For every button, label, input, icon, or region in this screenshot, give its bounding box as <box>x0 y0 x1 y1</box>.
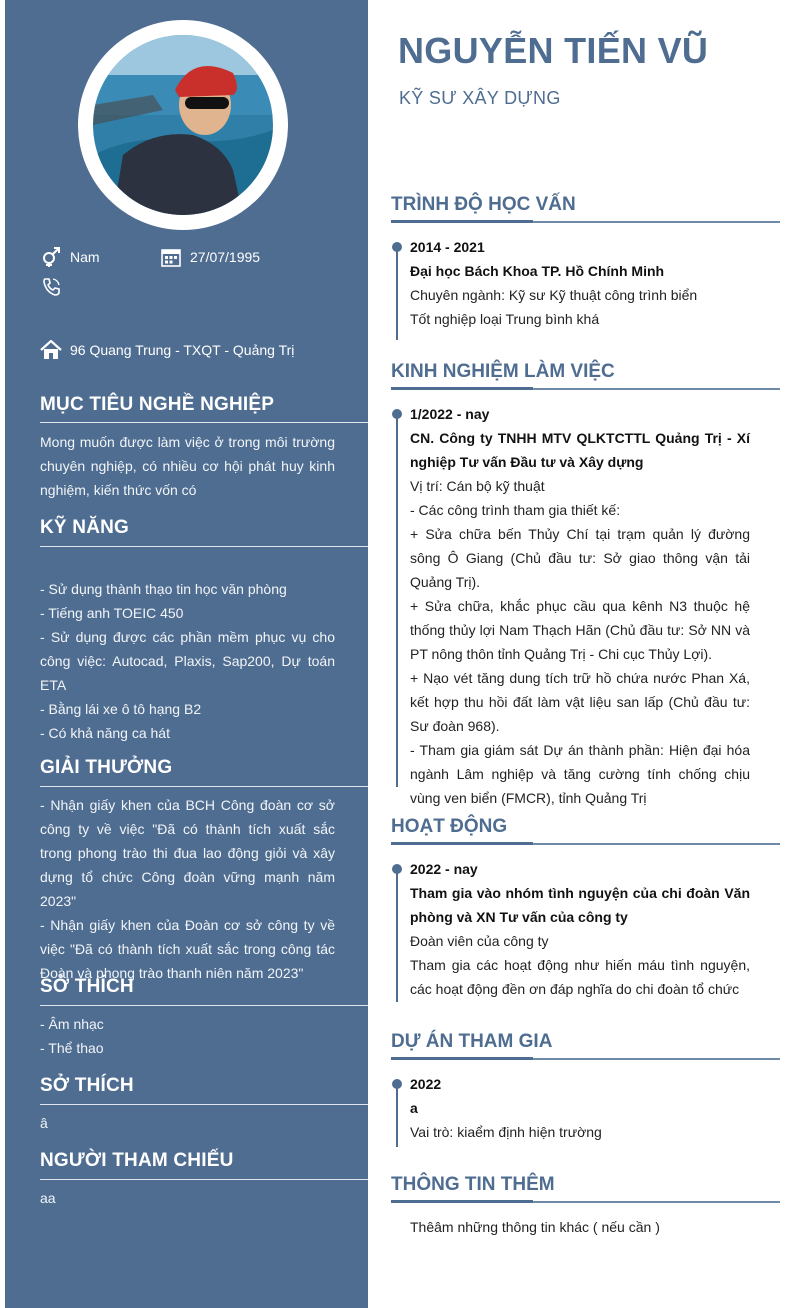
skill-item: - Có khả năng ca hát <box>40 725 170 741</box>
extra-text: Thêâm những thông tin khác ( nếu cần ) <box>410 1219 660 1235</box>
hobby-item: - Âm nhạc <box>40 1016 104 1032</box>
experience-line: Vị trí: Cán bộ kỹ thuật <box>410 478 545 494</box>
avatar-frame <box>78 20 288 230</box>
experience-line: + Nạo vét tăng dung tích trữ hồ chứa nước Phan Xá, kết hợp thu hồi đất làm vật liệu san lấp (Chủ đầu tư: Sư đoàn 968). <box>410 670 750 734</box>
activities-line: Tham gia các hoạt động như hiến máu tình nguyện, các hoạt động đền ơn đáp nghĩa do chi đoàn tổ chức <box>410 957 750 997</box>
education-entry <box>410 235 750 331</box>
education-school: Đại học Bách Khoa TP. Hồ Chính Minh <box>410 263 665 279</box>
projects-entry <box>410 1072 750 1144</box>
projects-heading: DỰ ÁN THAM GIA <box>391 1031 553 1052</box>
hobby-item: - Thể thao <box>40 1040 104 1056</box>
hobbies2-text: â <box>40 1115 48 1131</box>
experience-line: + Sửa chữa bến Thủy Chí tại trạm quản lý đường sông Ô Giang (Chủ đầu tư: Sở giao thông vận tải Quảng Trị). <box>410 526 750 590</box>
experience-line: + Sửa chữa, khắc phục cầu qua kênh N3 thuộc hệ thống thủy lợi Nam Thạch Hãn (Chủ đầu tư: Sở NN và PT nông thôn tỉnh Quảng Trị - Chi cục Thủy Lợi). <box>410 598 750 662</box>
awards-heading: GIẢI THƯỞNG <box>40 757 173 778</box>
birthday-value: 27/07/1995 <box>190 249 261 265</box>
timeline-line <box>396 250 398 340</box>
hobbies-divider <box>40 1005 368 1006</box>
skill-item: - Sử dụng được các phần mềm phục vụ cho công việc: Autocad, Plaxis, Sap200, Dự toán ETA <box>40 629 335 693</box>
activities-entry <box>410 857 750 1001</box>
phone-row <box>40 276 70 298</box>
phone-icon <box>40 276 62 298</box>
hobbies-heading: SỞ THÍCH <box>40 976 134 997</box>
education-line: Chuyên ngành: Kỹ sư Kỹ thuật công trình biển <box>410 287 698 303</box>
experience-line: - Các công trình tham gia thiết kế: <box>410 502 621 518</box>
experience-divider <box>391 388 780 390</box>
education-line: Tốt nghiệp loại Trung bình khá <box>410 311 600 327</box>
references-heading: NGƯỜI THAM CHIẾU <box>40 1150 234 1171</box>
experience-period: 1/2022 - nay <box>410 406 490 422</box>
experience-line: - Tham gia giám sát Dự án thành phần: Hiện đại hóa ngành Lâm nghiệp và tăng cường tính chống chịu vùng ven biển (FMCR), tỉnh Quảng Trị <box>410 742 750 806</box>
gender-row <box>40 246 100 268</box>
objective-text: Mong muốn được làm việc ở trong môi trường chuyên nghiệp, có nhiều cơ hội phát huy kinh nghiệm, kiến thức vốn có <box>40 434 335 498</box>
hobbies-list <box>40 1012 335 1060</box>
projects-role: Vai trò: kiaểm định hiện trường <box>410 1124 602 1140</box>
experience-heading: KINH NGHIỆM LÀM VIỆC <box>391 361 615 382</box>
activities-period: 2022 - nay <box>410 861 478 877</box>
references-divider <box>40 1179 368 1180</box>
calendar-icon <box>160 246 182 268</box>
experience-company: CN. Công ty TNHH MTV QLKTCTTL Quảng Trị - Xí nghiệp Tư vấn Đầu tư và Xây dựng <box>410 430 750 470</box>
timeline-line <box>396 1087 398 1147</box>
avatar-photo <box>93 35 273 215</box>
skills-divider <box>40 546 368 547</box>
activities-org: Tham gia vào nhóm tình nguyện của chi đoàn Văn phòng và XN Tư vấn của công ty <box>410 885 750 925</box>
gender-value: Nam <box>70 249 100 265</box>
projects-divider <box>391 1058 780 1060</box>
timeline-line <box>396 872 398 1002</box>
hobbies2-divider <box>40 1104 368 1105</box>
objective-divider <box>40 422 368 423</box>
full-name: NGUYỄN TIẾN VŨ <box>398 30 709 71</box>
skills-heading: KỸ NĂNG <box>40 517 130 538</box>
hobbies2-heading: SỞ THÍCH <box>40 1075 134 1096</box>
home-icon <box>40 339 62 361</box>
objective-heading: MỤC TIÊU NGHỀ NGHIỆP <box>40 394 275 415</box>
sidebar <box>5 0 368 1308</box>
activities-line: Đoàn viên của công ty <box>410 933 549 949</box>
address-value: 96 Quang Trung - TXQT - Quảng Trị <box>70 342 295 358</box>
extra-divider <box>391 1201 780 1203</box>
education-heading: TRÌNH ĐỘ HỌC VẤN <box>391 194 576 215</box>
projects-name: a <box>410 1100 418 1116</box>
job-title: KỸ SƯ XÂY DỰNG <box>399 88 561 108</box>
education-divider <box>391 221 780 223</box>
skill-item: - Tiếng anh TOEIC 450 <box>40 605 184 621</box>
experience-entry <box>410 402 750 810</box>
skill-item: - Bằng lái xe ô tô hạng B2 <box>40 701 202 717</box>
birthday-row <box>160 246 260 268</box>
projects-period: 2022 <box>410 1076 442 1092</box>
awards-list <box>40 793 335 985</box>
education-period: 2014 - 2021 <box>410 239 485 255</box>
award-item: - Nhận giấy khen của Đoàn cơ sở công ty về việc "Đã có thành tích xuất sắc trong công tác Đoàn và phong trào thanh niên năm 2023" <box>40 917 335 981</box>
references-text: aa <box>40 1190 56 1206</box>
avatar <box>93 35 273 215</box>
activities-divider <box>391 843 780 845</box>
address-row <box>40 339 294 361</box>
gender-icon <box>40 246 62 268</box>
timeline-line <box>396 417 398 787</box>
skills-list <box>40 577 335 745</box>
activities-heading: HOẠT ĐỘNG <box>391 816 508 837</box>
awards-divider <box>40 786 368 787</box>
skill-item: - Sử dụng thành thạo tin học văn phòng <box>40 581 287 597</box>
award-item: - Nhận giấy khen của BCH Công đoàn cơ sở công ty về việc "Đã có thành tích xuất sắc trong phong trào thi đua lao động giỏi và xây dựng tổ chức Công đoàn vững mạnh năm 2023" <box>40 797 335 909</box>
extra-heading: THÔNG TIN THÊM <box>391 1174 555 1195</box>
